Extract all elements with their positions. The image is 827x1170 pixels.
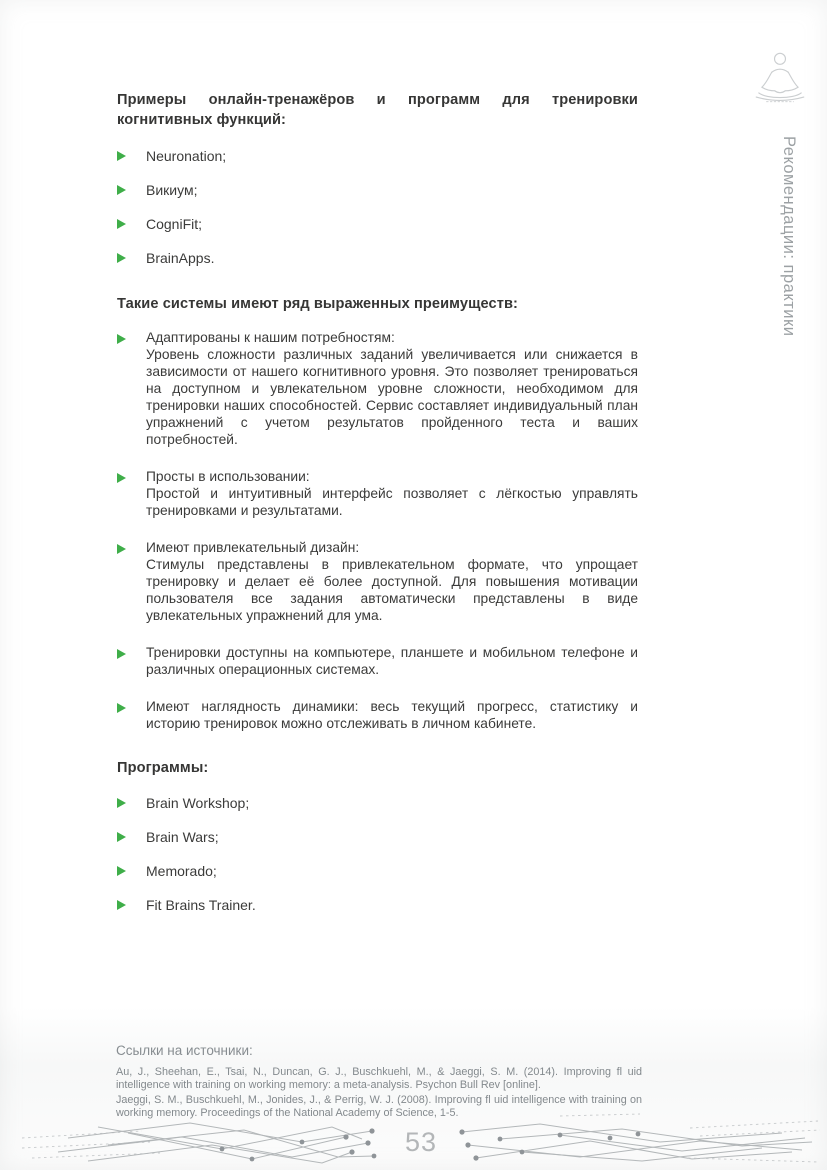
intro-paragraph: Примеры онлайн-тренажёров и программ для тренировки когнитивных функций: — [117, 92, 638, 128]
content-column — [117, 90, 638, 929]
advantage-text — [146, 644, 638, 678]
list-item — [117, 214, 638, 234]
list-item — [117, 180, 638, 200]
trainers-list — [117, 146, 638, 268]
program-name: Brain Wars; — [146, 829, 219, 845]
bullet-triangle-icon — [117, 832, 126, 842]
advantage-body: Стимулы представлены в привлекательном формате, что упрощает тренировку и делает её более доступной. Для повышения мотивации пользователя все задания автоматически представлены в виде увлекательных упражнений для ума. — [146, 557, 638, 623]
advantage-item — [117, 698, 638, 732]
bullet-triangle-icon — [117, 798, 126, 808]
bullet-triangle-icon — [117, 473, 126, 483]
advantage-item — [117, 468, 638, 519]
advantage-text — [146, 468, 638, 519]
chapter-side-label: Рекомендации: практики — [780, 136, 798, 337]
advantage-text — [146, 698, 638, 732]
advantage-item — [117, 539, 638, 624]
bullet-triangle-icon — [117, 151, 126, 161]
list-item — [117, 248, 638, 268]
meditation-icon — [749, 49, 811, 111]
page-number: 53 — [404, 1127, 438, 1157]
advantage-title: Имеют привлекательный дизайн: — [146, 540, 360, 555]
program-name: Fit Brains Trainer. — [146, 897, 256, 913]
advantage-text — [146, 329, 638, 448]
bullet-triangle-icon — [117, 649, 126, 659]
bullet-triangle-icon — [117, 900, 126, 910]
advantage-item — [117, 329, 638, 448]
list-item — [117, 827, 638, 847]
list-item — [117, 793, 638, 813]
reference: Jaeggi, S. M., Buschkuehl, M., Jonides, J., & Perrig, W. J. (2008). Improving fl uid intelligence with training on working memory. Proceedings of the National Academy of Science, 1-5. — [116, 1094, 642, 1119]
programs-heading: Программы: — [117, 760, 209, 776]
bullet-triangle-icon — [117, 866, 126, 876]
trainer-name: Викиум; — [146, 182, 198, 198]
advantage-body: Имеют наглядность динамики: весь текущий прогресс, статистику и историю тренировок можно отслеживать в личном кабинете. — [146, 699, 638, 731]
reference: Au, J., Sheehan, E., Tsai, N., Duncan, G. J., Buschkuehl, M., & Jaeggi, S. M. (2014). Improving fl uid intelligence with training on working memory: a meta-analysis. Psychon Bull Rev [online]. — [116, 1066, 642, 1091]
advantages-heading: Такие системы имеют ряд выраженных преимуществ: — [117, 296, 519, 312]
list-item — [117, 895, 638, 915]
programs-list — [117, 793, 638, 915]
list-item — [117, 146, 638, 166]
bullet-triangle-icon — [117, 703, 126, 713]
trainer-name: BrainApps. — [146, 250, 215, 266]
sources-section — [116, 1043, 642, 1122]
bullet-triangle-icon — [117, 253, 126, 263]
advantage-text — [146, 539, 638, 624]
trainer-name: Neuronation; — [146, 148, 227, 164]
program-name: Memorado; — [146, 863, 217, 879]
advantage-body: Уровень сложности различных заданий увеличивается или снижается в зависимости от нашего когнитивного уровня. Это позволяет тренироваться на доступном и увлекательном уровне сложности, необходимом для тренировки наших способностей. Сервис составляет индивидуальный план упражнений с учетом результатов пройденного теста и ваших потребностей. — [146, 347, 638, 447]
advantage-item — [117, 644, 638, 678]
advantage-title: Адаптированы к нашим потребностям: — [146, 330, 395, 345]
advantage-body: Простой и интуитивный интерфейс позволяет с лёгкостью управлять тренировками и результатами. — [146, 486, 638, 518]
sources-heading: Ссылки на источники: — [116, 1043, 253, 1058]
advantage-title: Просты в использовании: — [146, 469, 310, 484]
bullet-triangle-icon — [117, 185, 126, 195]
bullet-triangle-icon — [117, 544, 126, 554]
program-name: Brain Workshop; — [146, 795, 250, 811]
bullet-triangle-icon — [117, 219, 126, 229]
advantage-body: Тренировки доступны на компьютере, планшете и мобильном телефоне и различных операционных системах. — [146, 645, 638, 677]
list-item — [117, 861, 638, 881]
bullet-triangle-icon — [117, 334, 126, 344]
trainer-name: CogniFit; — [146, 216, 203, 232]
advantages-list — [117, 329, 638, 732]
